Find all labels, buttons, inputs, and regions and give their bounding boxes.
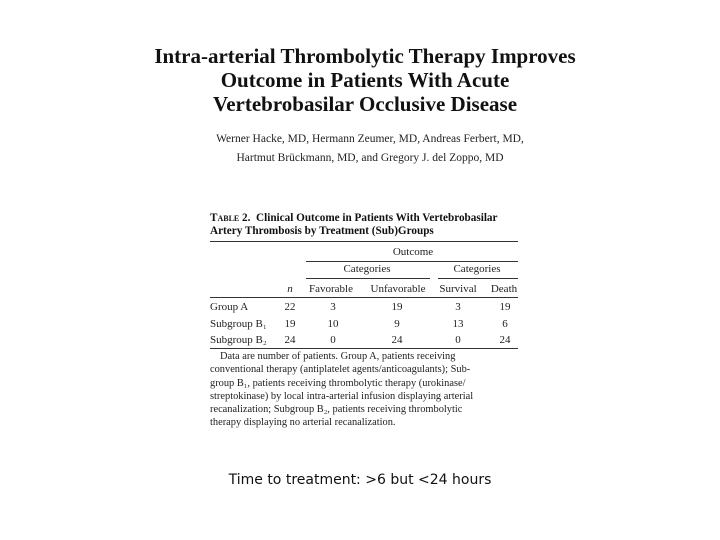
col-header-n: n [287, 283, 293, 295]
title-line: Outcome in Patients With Acute [220, 68, 510, 92]
row-label: Group A [210, 301, 249, 313]
cell-survival: 3 [455, 301, 461, 313]
column-header-rule [210, 297, 518, 298]
cell-unfavorable: 19 [391, 301, 403, 313]
cell-unfavorable: 9 [394, 318, 400, 330]
footnote-line: recanalization; Subgroup B₂, patients receiving thrombolytic [210, 404, 463, 416]
footnote-line: group B₁, patients receiving thrombolytic therapy (urokinase/ [210, 377, 466, 389]
author-list [210, 130, 530, 168]
footnote-line: therapy displaying no arterial recanalization. [210, 417, 396, 429]
cell-death: 24 [499, 334, 511, 346]
cell-death: 6 [502, 318, 508, 330]
cell-n: 22 [284, 301, 296, 313]
col-header-favorable: Favorable [309, 283, 353, 295]
header-outcome: Outcome [392, 246, 434, 258]
author-line: Hartmut Brückmann, MD, and Gregory J. del Zoppo, MD [236, 152, 504, 164]
cell-favorable: 0 [330, 334, 336, 346]
cell-unfavorable: 24 [391, 334, 403, 346]
title-line: Vertebrobasilar Occlusive Disease [212, 92, 518, 116]
table-caption-label: Table 2. [210, 212, 251, 224]
cell-n: 19 [284, 318, 296, 330]
title-line: Intra-arterial Thrombolytic Therapy Improves [154, 44, 576, 68]
categories-rule-1 [306, 278, 430, 279]
row-label: Subgroup B₁ [210, 318, 267, 330]
footnote-line: streptokinase) by local intra-arterial infusion displaying arterial [210, 390, 474, 402]
cell-survival: 0 [455, 334, 461, 346]
cell-n: 24 [284, 334, 296, 346]
row-label: Subgroup B₂ [210, 334, 267, 346]
categories-rule-2 [438, 278, 518, 279]
table-caption-line2: Artery Thrombosis by Treatment (Sub)Groups [210, 225, 434, 237]
header-categories: Categories [453, 263, 501, 275]
table-bottom-rule [210, 348, 518, 349]
table-top-rule [210, 241, 518, 242]
table-caption-line1: Clinical Outcome in Patients With Vertebrobasilar [256, 212, 498, 224]
author-line: Werner Hacke, MD, Hermann Zeumer, MD, Andreas Ferbert, MD, [216, 133, 524, 145]
slide-caption: Time to treatment: >6 but <24 hours [228, 472, 492, 488]
col-header-survival: Survival [439, 283, 477, 295]
outcome-rule [306, 261, 518, 262]
cell-death: 19 [499, 301, 511, 313]
col-header-unfavorable: Unfavorable [370, 283, 426, 295]
footnote-line: conventional therapy (antiplatelet agents/anticoagulants); Sub- [210, 364, 471, 376]
cell-favorable: 10 [327, 318, 339, 330]
paper-title [150, 44, 580, 116]
col-header-death: Death [490, 283, 518, 295]
header-categories: Categories [343, 263, 391, 275]
table-caption [210, 212, 520, 238]
table-footnote [210, 350, 520, 430]
cell-favorable: 3 [330, 301, 336, 313]
footnote-line: Data are number of patients. Group A, patients receiving [220, 351, 456, 362]
cell-survival: 13 [452, 318, 464, 330]
